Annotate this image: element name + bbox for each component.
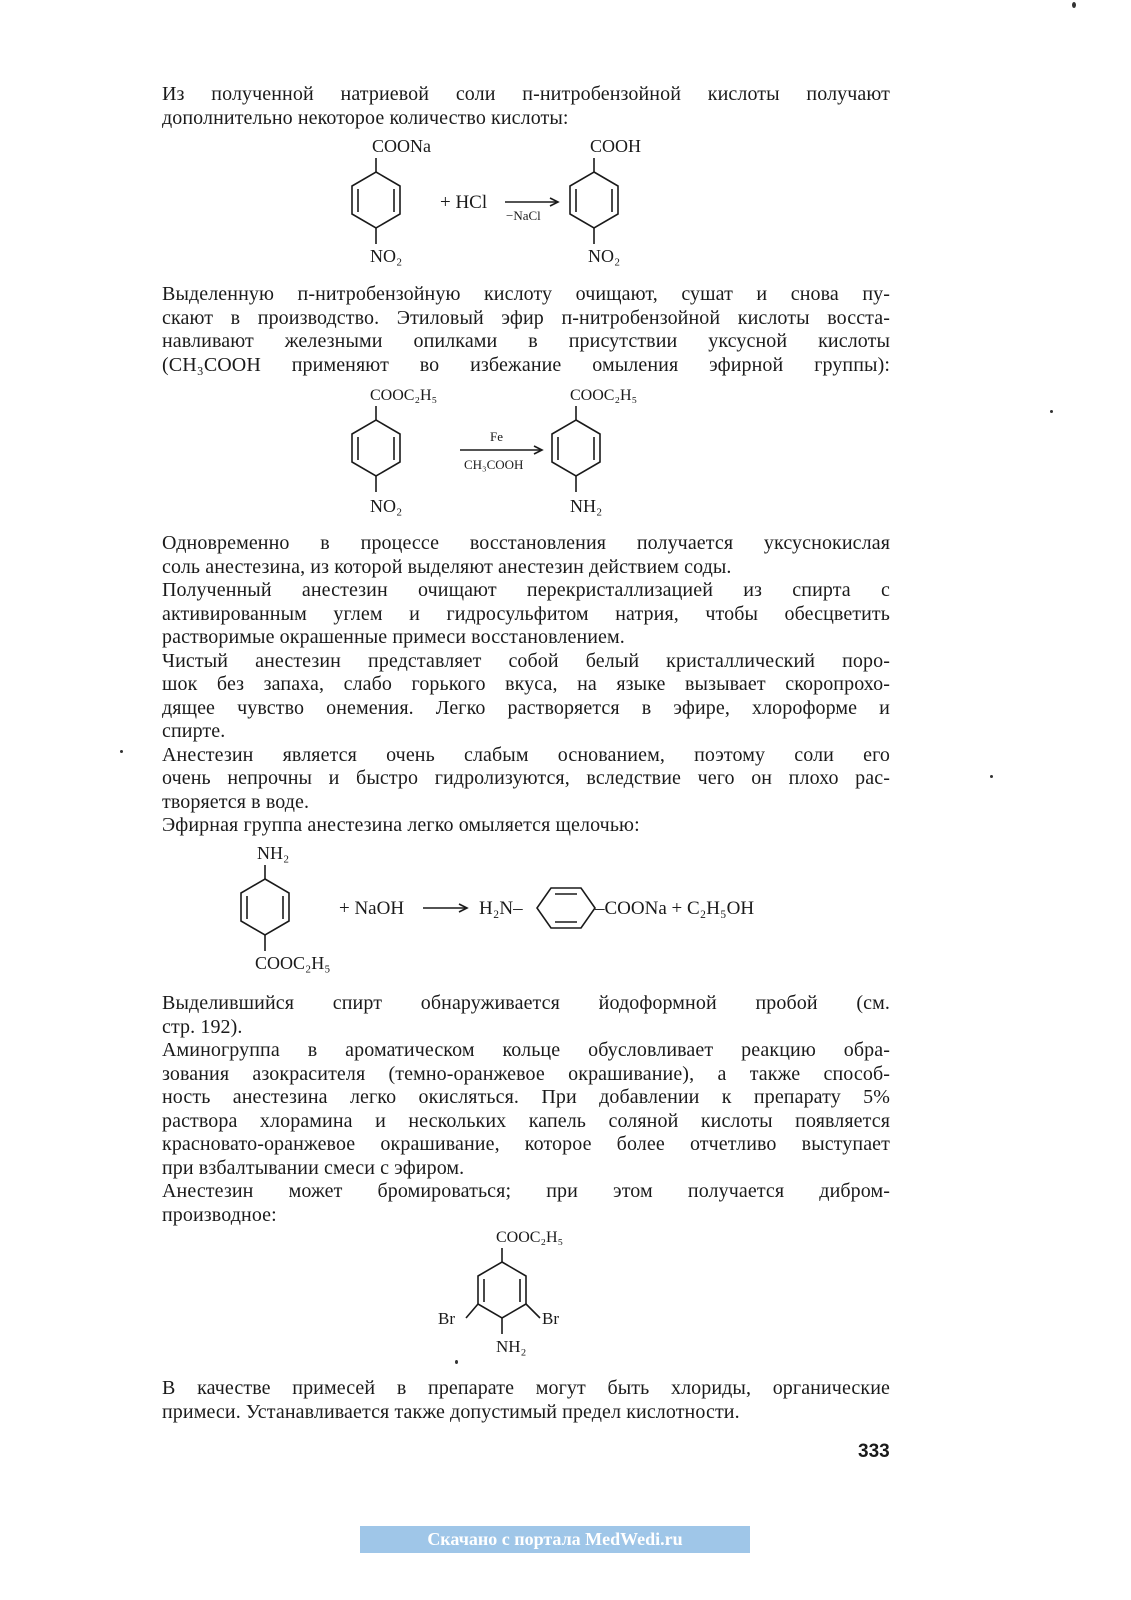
text-line: шок без запаха, слабо горького вкуса, на языке вызывает скоропрохо-: [162, 673, 890, 695]
substituent-label: Br: [438, 1309, 455, 1328]
structure-dibromo-derivative: [420, 1222, 620, 1367]
text-line: навливают железными опилками в присутствии уксусной кислоты: [162, 330, 890, 352]
text-line: зования азокрасителя (темно-оранжевое окрашивание), а также способ-: [162, 1062, 890, 1085]
substituent-label: COOH: [590, 136, 642, 156]
text-line: Полученный анестезин очищают перекристаллизацией из спирта с: [162, 579, 890, 601]
text-line: соль анестезина, из которой выделяют анестезин действием соды.: [162, 555, 732, 578]
text-line: Анестезин может бромироваться; при этом получается дибром-: [162, 1180, 890, 1202]
paragraph-5: [162, 1377, 890, 1424]
text-line: Аминогруппа в ароматическом кольце обусловливает реакцию обра-: [162, 1039, 890, 1061]
page-number: 333: [858, 1441, 890, 1462]
text-line: ность анестезина легко окисляться. При добавлении к препарату 5%: [162, 1086, 890, 1108]
substituent-label: NO₂: [588, 246, 621, 266]
text-line: Из полученной натриевой соли п-нитробензойной кислоты получают: [162, 83, 890, 105]
download-banner[interactable]: Скачано с портала MedWedi.ru: [360, 1526, 750, 1553]
scan-speck: [120, 750, 123, 753]
reagent-label: + HCl: [440, 192, 488, 213]
substituent-label: COOC₂H₅: [496, 1229, 564, 1246]
product-label: –COONa + C₂H₅OH: [595, 898, 755, 919]
text-line: В качестве примесей в препарате могут быть хлориды, органические: [162, 1377, 890, 1399]
substituent-label: COOC₂H₅: [570, 387, 638, 404]
text-line: спирте.: [162, 720, 226, 742]
text-line: Одновременно в процессе восстановления получается уксуснокислая: [162, 532, 890, 554]
arrow-label: CH₃COOH: [464, 457, 524, 472]
scan-speck: [455, 1360, 458, 1364]
text-line: производное:: [162, 1203, 277, 1226]
arrow-label: −NaCl: [506, 208, 541, 223]
paragraph-3: [162, 532, 890, 838]
text-line: Выделенную п-нитробензойную кислоту очищают, сушат и снова пу-: [162, 283, 890, 305]
text-line: стр. 192).: [162, 1015, 243, 1038]
text-line: Чистый анестезин представляет собой белый кристаллический поро-: [162, 649, 890, 672]
text-line: красновато-оранжевое окрашивание, которое более отчетливо выступает: [162, 1133, 890, 1155]
reagent-label: + NaOH: [339, 898, 405, 919]
paragraph-4: [162, 992, 890, 1227]
text-line: растворимые окрашенные примеси восстановлением.: [162, 626, 625, 648]
reaction-scheme-reduction: [330, 380, 690, 525]
scan-speck: [1072, 2, 1076, 8]
reaction-scheme-saponification: [245, 835, 805, 985]
text-line: очень непрочны и быстро гидролизуются, вследствие чего он плохо рас-: [162, 767, 890, 789]
text-line: дополнительно некоторое количество кислоты:: [162, 106, 569, 129]
text-line: Выделившийся спирт обнаруживается йодоформной пробой (см.: [162, 992, 890, 1014]
text-line: активированным углем и гидросульфитом натрия, чтобы обесцветить: [162, 602, 890, 625]
text-line: творяется в воде.: [162, 790, 310, 813]
reaction-scheme-nitrobenzoic-acid: [330, 132, 690, 277]
paragraph-2: [162, 283, 890, 377]
arrow-label: Fe: [490, 429, 503, 444]
text-line: (CH₃COOH применяют во избежание омыления эфирной группы):: [162, 353, 890, 376]
text-line: Эфирная группа анестезина легко омыляется щелочью:: [162, 814, 640, 836]
substituent-label: COOC₂H₅: [370, 387, 438, 404]
scan-speck: [1050, 410, 1053, 413]
substituent-label: COONa: [372, 136, 431, 156]
substituent-label: NO₂: [370, 246, 403, 266]
text-line: при взбалтывании смеси с эфиром.: [162, 1156, 465, 1179]
substituent-label: NH₂: [496, 1337, 527, 1356]
substituent-label: NH₂: [257, 843, 290, 863]
paragraph-1: [162, 83, 890, 130]
text-line: дящее чувство онемения. Легко растворяется в эфире, хлороформе и: [162, 696, 890, 719]
substituent-label: Br: [542, 1309, 559, 1328]
substituent-label: NO₂: [370, 496, 403, 516]
text-line: примеси. Устанавливается также допустимый предел кислотности.: [162, 1400, 740, 1423]
product-label: H₂N–: [479, 898, 523, 919]
text-line: скают в производство. Этиловый эфир п-нитробензойной кислоты восста-: [162, 306, 890, 329]
substituent-label: NH₂: [570, 496, 603, 516]
substituent-label: COOC₂H₅: [255, 953, 331, 973]
scan-speck: [990, 775, 993, 778]
text-line: раствора хлорамина и нескольких капель соляной кислоты появляется: [162, 1109, 890, 1132]
text-line: Анестезин является очень слабым основанием, поэтому соли его: [162, 743, 890, 766]
